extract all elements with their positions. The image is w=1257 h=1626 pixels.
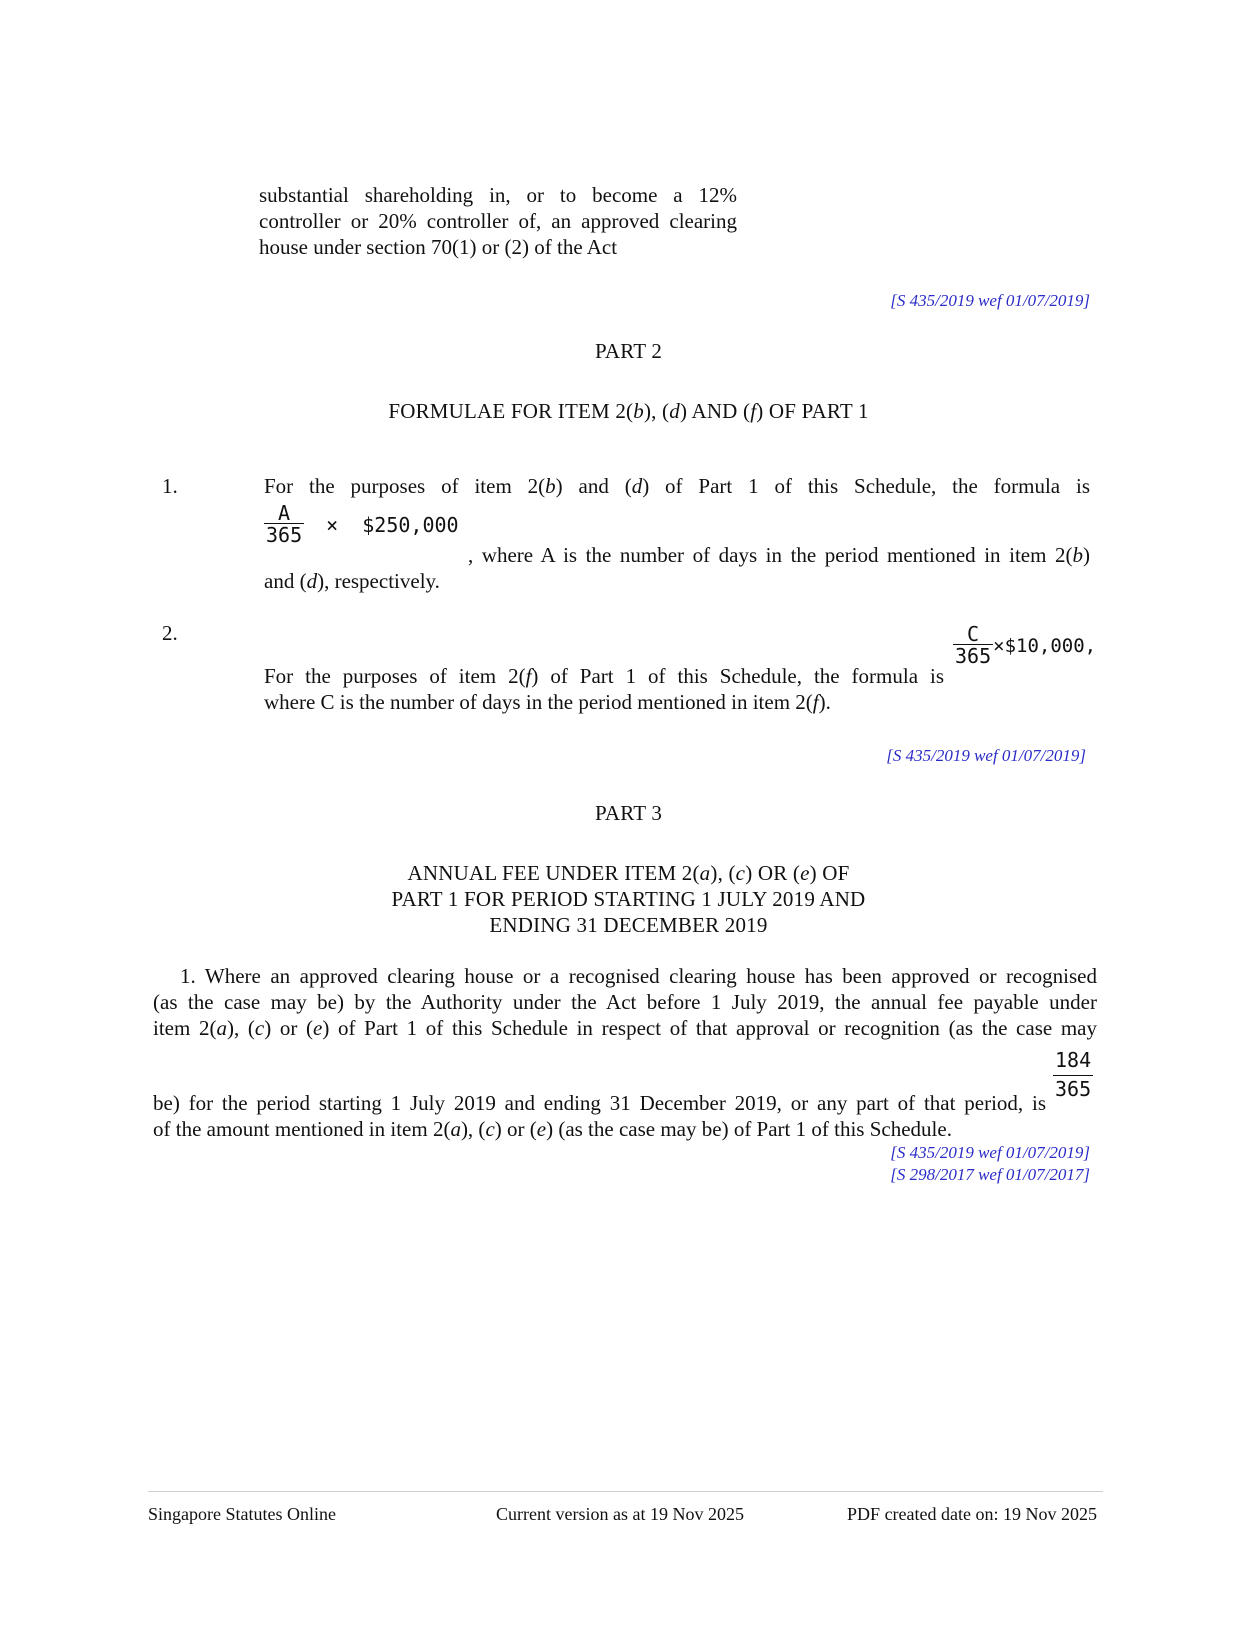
- footer-current-version: Current version as at 19 Nov 2025: [496, 1504, 744, 1524]
- para2-line1: For the purposes of item 2(f) of Part 1 of this Schedule, the formula is: [264, 664, 944, 688]
- top-item-text: substantial shareholding in, or to become a 12% controller or 20% controller of, an approved clearing house under section 70(1) or (2) of the Act: [259, 183, 737, 259]
- footer-pdf-created: PDF created date on: 19 Nov 2025: [847, 1504, 1097, 1524]
- para1-line1: For the purposes of item 2(b) and (d) of Part 1 of this Schedule, the formula is: [264, 474, 1091, 498]
- part2-title: PART 2: [594, 339, 663, 363]
- part3-para1-line5: of the amount mentioned in item 2(a), (c) or (e) (as the case may be) of Part 1 of this Schedule.: [153, 1117, 952, 1141]
- para1-line2: , where A is the number of days in the period mentioned in item 2(b): [468, 543, 1090, 567]
- part2-heading: FORMULAE FOR ITEM 2(b), (d) AND (f) OF PART 1: [388, 399, 869, 423]
- part3-heading-line2: PART 1 FOR PERIOD STARTING 1 JULY 2019 AND: [391, 887, 866, 911]
- part3-para1-line2: (as the case may be) by the Authority under the Act before 1 July 2019, the annual fee payable under: [153, 990, 1097, 1014]
- para-number: 2.: [162, 621, 178, 645]
- formula-184-over-365: [1053, 1048, 1093, 1102]
- formula-numerator: A: [278, 501, 291, 525]
- part3-heading-line3: ENDING 31 DECEMBER 2019: [489, 913, 768, 937]
- part3-para1-line4: be) for the period starting 1 July 2019 and ending 31 December 2019, or any part of that period, is: [153, 1091, 1046, 1115]
- part3-para1-line3: item 2(a), (c) or (e) of Part 1 of this Schedule in respect of that approval or recognition (as the case may: [153, 1016, 1098, 1040]
- formula-numerator: 184: [1055, 1048, 1092, 1072]
- para2-line2: where C is the number of days in the period mentioned in item 2(f).: [264, 690, 831, 714]
- formula-denominator: 365: [1055, 1077, 1092, 1101]
- footer-divider: [148, 1491, 1103, 1492]
- para-number: 1.: [162, 474, 178, 498]
- para1-line3: and (d), respectively.: [264, 569, 440, 593]
- amendment-note-4: [S 298/2017 wef 01/07/2017]: [890, 1165, 1090, 1184]
- amendment-note-1: [S 435/2019 wef 01/07/2019]: [890, 291, 1090, 310]
- part3-title: PART 3: [594, 801, 663, 825]
- formula-denominator: 365: [266, 523, 303, 547]
- formula-denominator: 365: [955, 644, 992, 668]
- formula-a-over-365: [264, 503, 459, 546]
- formula-c-over-365: [953, 624, 1096, 667]
- formula-numerator: C: [967, 622, 980, 646]
- footer-source: Singapore Statutes Online: [148, 1504, 336, 1524]
- formula-multiplier: × $250,000: [326, 512, 459, 537]
- amendment-note-3: [S 435/2019 wef 01/07/2019]: [890, 1143, 1090, 1162]
- formula-multiplier: ×$10,000,: [993, 634, 1097, 657]
- amendment-note-2: [S 435/2019 wef 01/07/2019]: [886, 746, 1086, 765]
- part3-para1-line1: 1. Where an approved clearing house or a recognised clearing house has been approved or recognised: [180, 964, 1097, 988]
- part3-heading-line1: ANNUAL FEE UNDER ITEM 2(a), (c) OR (e) OF: [407, 861, 850, 885]
